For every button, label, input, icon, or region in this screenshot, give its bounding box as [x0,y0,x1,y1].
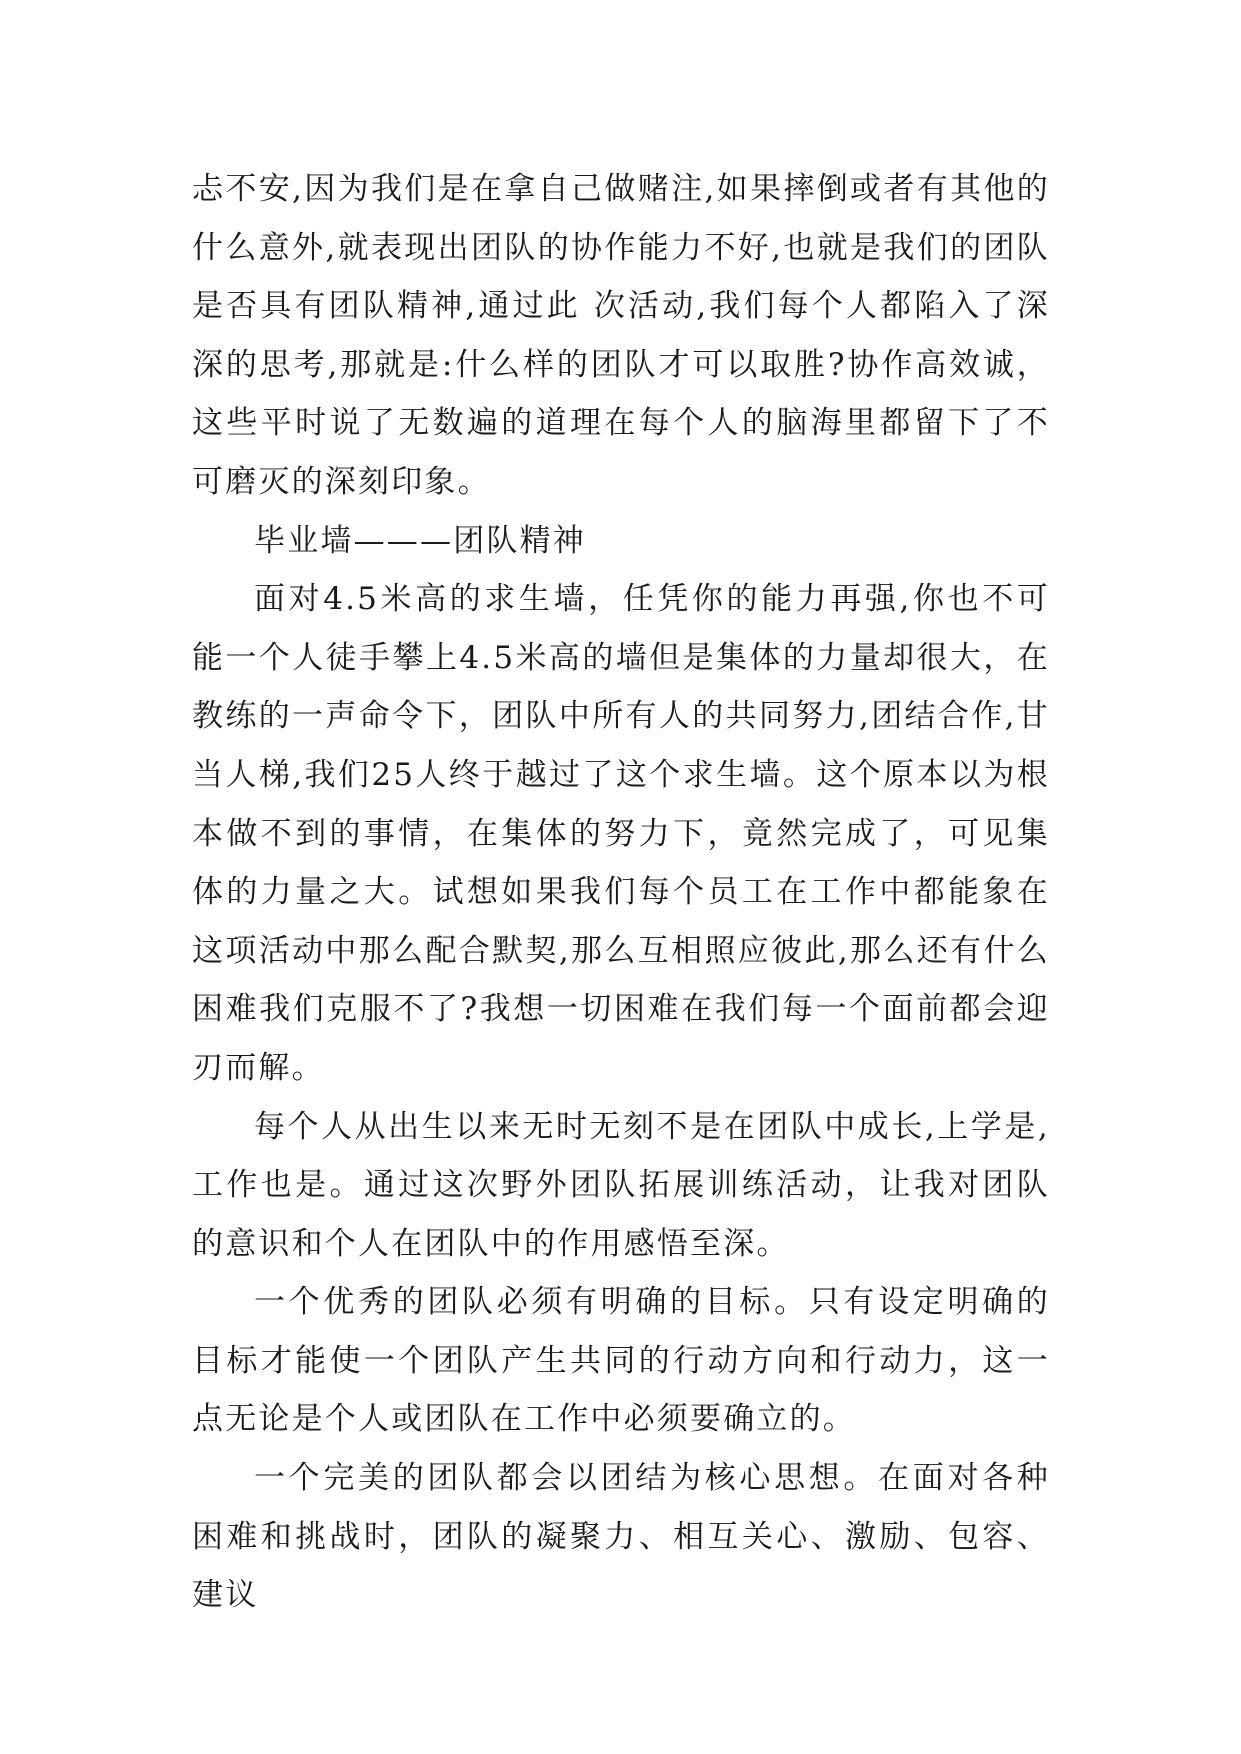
paragraph: 一个完美的团队都会以团结为核心思想。在面对各种困难和挑战时，团队的凝聚力、相互关心、激励、包容、建议 [192,1460,1050,1614]
paragraph-continuation: 忐不安,因为我们是在拿自己做赌注,如果摔倒或者有其他的什么意外,就表现出团队的协作能力不好,也就是我们的团队是否具有团队精神,通过此 次活动,我们每个人都陷入了深深的思考,那就是:什么样的团队才可以取胜?协作高效诚，这些平时说了无数遍的道理在每个人的脑海里都留下了不可磨灭的深刻印象。 [192,171,1050,500]
document-body [192,160,1050,1625]
section-heading: 毕业墙———团队精神 [254,522,586,559]
paragraph: 一个优秀的团队必须有明确的目标。只有设定明确的目标才能使一个团队产生共同的行动方向和行动力，这一点无论是个人或团队在工作中必须要确立的。 [192,1284,1050,1438]
paragraph: 面对4.5米高的求生墙，任凭你的能力再强,你也不可能一个人徒手攀上4.5米高的墙但是集体的力量却很大，在教练的一声命令下，团队中所有人的共同努力,团结合作,甘当人梯,我们25人终于越过了这个求生墙。这个原本以为根本做不到的事情，在集体的努力下，竟然完成了，可见集体的力量之大。试想如果我们每个员工在工作中都能象在这项活动中那么配合默契,那么互相照应彼此,那么还有什么困难我们克服不了?我想一切困难在我们每一个面前都会迎刃而解。 [192,581,1050,1086]
paragraph: 每个人从出生以来无时无刻不是在团队中成长,上学是,工作也是。通过这次野外团队拓展训练活动，让我对团队的意识和个人在团队中的作用感悟至深。 [192,1108,1050,1262]
